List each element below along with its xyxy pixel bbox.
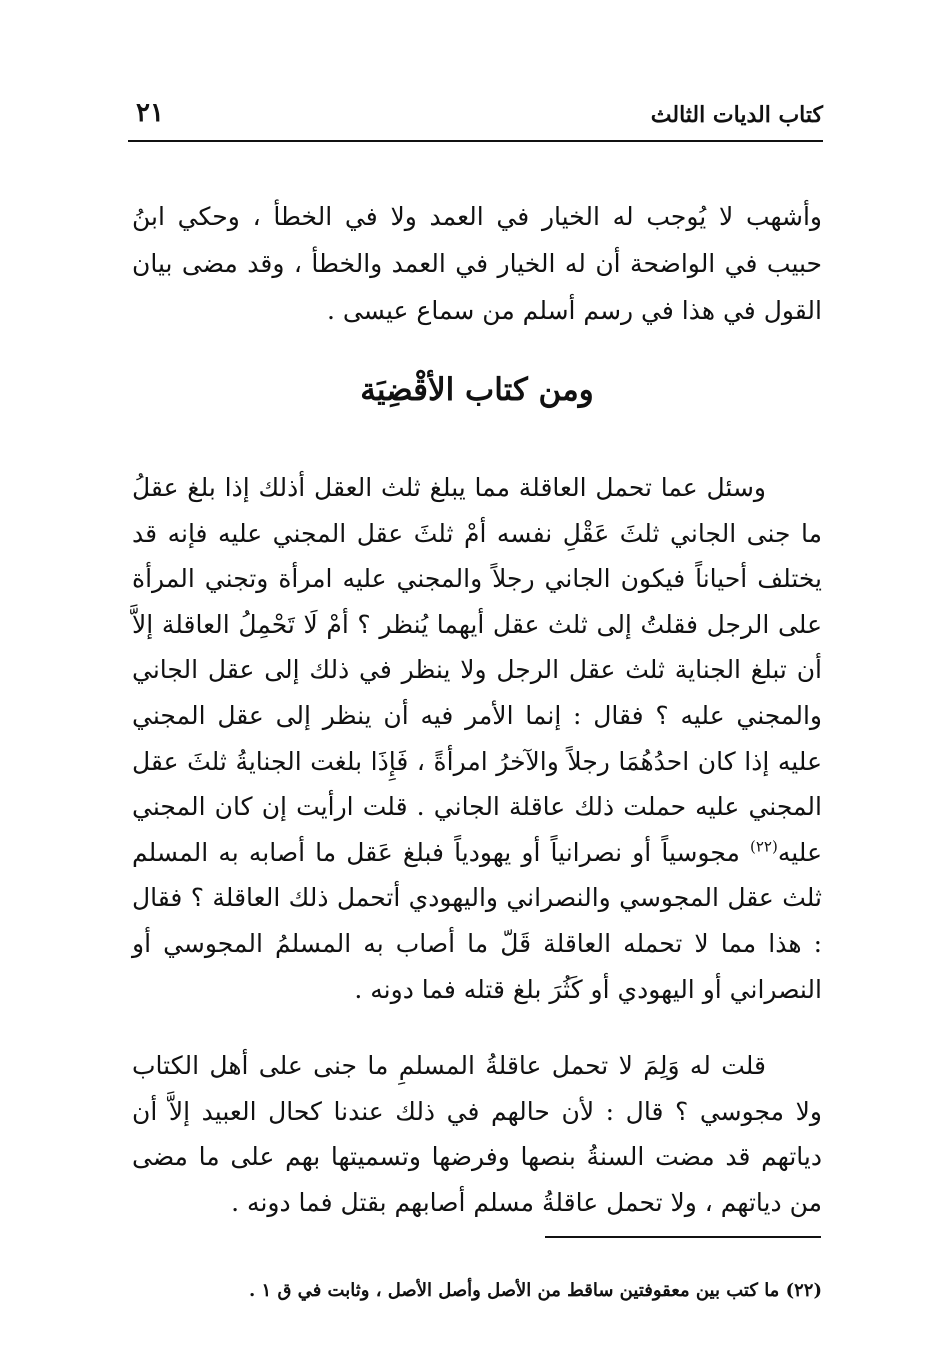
running-title: كتاب الديات الثالث — [650, 102, 823, 128]
intro-paragraph: وأشهب لا يُوجب له الخيار في العمد ولا في الخطأ ، وحكي ابنُ حبيب في الواضحة أن له الخيار في العمد والخطأ ، وقد مضى بيان القول في هذا في رسم أسلم من سماع عيسى . — [132, 202, 822, 325]
footnote-reference[interactable]: (٢٢) — [750, 837, 778, 856]
header-rule — [128, 140, 823, 142]
page-number: ٢١ — [136, 98, 164, 128]
page-header — [128, 96, 823, 140]
body-paragraph-2: قلت له وَلِمَ لا تحمل عاقلةُ المسلمِ ما جنى على أهل الكتاب ولا مجوسي ؟ قال : لأن حالهم في ذلك عندنا كحال العبيد إلاَّ أن دياتهم قد مضت السنةُ بنصها وفرضها وتسميتها بهم على ما مضى من دياتهم ، ولا تحمل عاقلةُ مسلم أصابهم بقتل فما دونه . — [132, 1051, 822, 1217]
body-paragraph-1-part-b: مجوسياً أو نصرانياً أو يهودياً فبلغ عَقل ما أصابه به المسلم ثلث عقل المجوسي والنصراني واليهودي أتحمل ذلك العاقلة ؟ فقال : هذا مما لا تحمله العاقلة قَلّ ما أصاب به المسلمُ المجوسي أو النصراني أو اليهودي أو كَثُرَ بلغ قتله فما دونه . — [132, 837, 822, 1004]
footnote: (٢٢) ما كتب بين معقوفتين ساقط من الأصل وأصل الأصل ، وثابت في ق ١ . — [248, 1280, 822, 1301]
body-paragraph-1 — [132, 465, 822, 1012]
section-heading: ومن كتاب الأقْضِيَة — [360, 371, 594, 408]
body-paragraph-1-part-a: وسئل عما تحمل العاقلة مما يبلغ ثلث العقل أذلك إذا بلغ عقلُ ما جنى الجاني ثلثَ عَقْلِ نفسه أمْ ثلثَ عقل المجني عليه فإنه قد يختلف أحياناً فيكون الجاني رجلاً والمجني عليه امرأة وتجني المرأة على الرجل فقلتُ إلى ثلث عقل أيهما يُنظر ؟ أمْ لَا تَحْمِلُ العاقلة إلاَّ أن تبلغ الجناية ثلث عقل الرجل ولا ينظر في ذلك إلى عقل الجاني والمجني عليه ؟ فقال : إنما الأمر فيه أن ينظر إلى عقل المجني عليه إذا كان احدُهُمَا رجلاً والآخرُ امرأةً ، فَإِذَا بلغت الجنايةُ ثلثَ عقل المجني عليه حملت ذلك عاقلة الجاني . قلت ارأيت إن كان المجني عليه — [132, 473, 822, 867]
footnote-rule — [545, 1236, 821, 1238]
